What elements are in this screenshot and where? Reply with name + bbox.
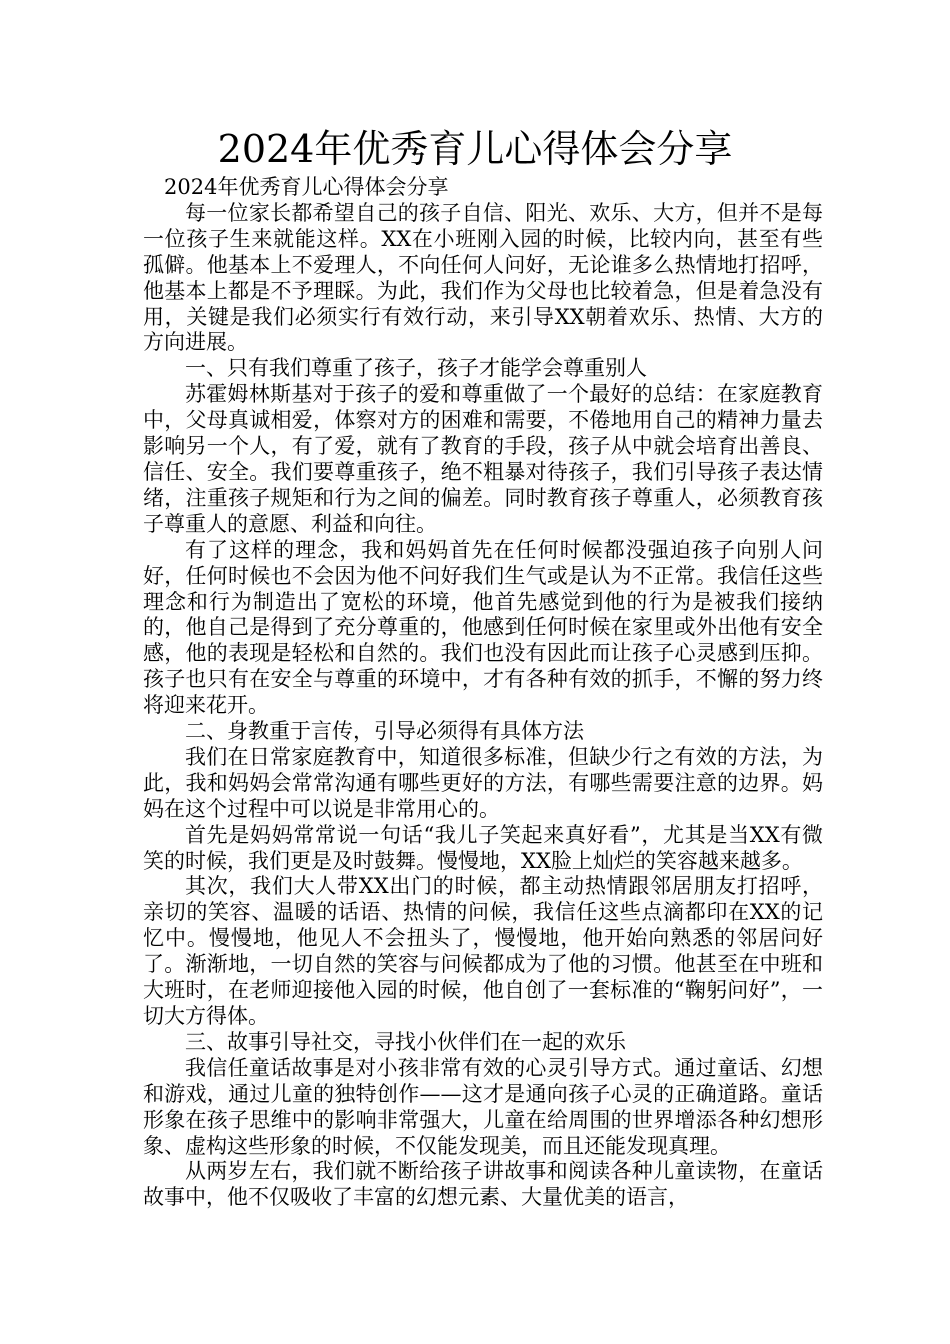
paragraph: 有了这样的理念，我和妈妈首先在任何时候都没强迫孩子向别人问好，任何时候也不会因为他不问好我们生气或是认为不正常。我信任这些理念和行为制造出了宽松的环境，他首先感觉到他的行为是被我们接纳的，他自己是得到了充分尊重的，他感到任何时候在家里或外出他有安全感，他的表现是轻松和自然的。我们也没有因此而让孩子心灵感到压抑。孩子也只有在安全与尊重的环境中，才有各种有效的抓手，不懈的努力终将迎来花开。 xyxy=(143,537,823,718)
paragraph: 苏霍姆林斯基对于孩子的爱和尊重做了一个最好的总结：在家庭教育中，父母真诚相爱，体察对方的困难和需要，不倦地用自己的精神力量去影响另一个人，有了爱，就有了教育的手段，孩子从中就会培育出善良、信任、安全。我们要尊重孩子，绝不粗暴对待孩子，我们引导孩子表达情绪，注重孩子规矩和行为之间的偏差。同时教育孩子尊重人，必须教育孩子尊重人的意愿、利益和向往。 xyxy=(143,382,823,536)
document-body xyxy=(143,175,823,1211)
paragraph: 从两岁左右，我们就不断给孩子讲故事和阅读各种儿童读物，在童话故事中，他不仅吸收了丰富的幻想元素、大量优美的语言， xyxy=(143,1159,823,1210)
section-heading-2: 二、身教重于言传，引导必须得有具体方法 xyxy=(185,719,584,744)
paragraph: 首先是妈妈常常说一句话“我儿子笑起来真好看”，尤其是当XX有微笑的时候，我们更是及时鼓舞。慢慢地，XX脸上灿烂的笑容越来越多。 xyxy=(143,822,823,873)
paragraph: 我信任童话故事是对小孩非常有效的心灵引导方式。通过童话、幻想和游戏，通过儿童的独特创作——这才是通向孩子心灵的正确道路。童话形象在孩子思维中的影响非常强大，儿童在给周围的世界增添各种幻想形象、虚构这些形象的时候，不仅能发现美，而且还能发现真理。 xyxy=(143,1055,823,1158)
document-title: 2024年优秀育儿心得体会分享 xyxy=(217,127,733,171)
section-heading-3: 三、故事引导社交，寻找小伙伴们在一起的欢乐 xyxy=(185,1029,626,1054)
paragraph: 其次，我们大人带XX出门的时候，都主动热情跟邻居朋友打招呼，亲切的笑容、温暖的话语、热情的问候，我信任这些点滴都印在XX的记忆中。慢慢地，他见人不会扭头了，慢慢地，他开始向熟悉的邻居问好了。渐渐地，一切自然的笑容与问候都成为了他的习惯。他甚至在中班和大班时，在老师迎接他入园的时候，他自创了一套标准的“鞠躬问好”，一切大方得体。 xyxy=(143,874,823,1028)
section-heading-1: 一、只有我们尊重了孩子，孩子才能学会尊重别人 xyxy=(185,356,647,381)
document-subtitle: 2024年优秀育儿心得体会分享 xyxy=(164,175,449,199)
paragraph: 每一位家长都希望自己的孩子自信、阳光、欢乐、大方，但并不是每一位孩子生来就能这样。XX在小班刚入园的时候，比较内向，甚至有些孤僻。他基本上不爱理人，不向任何人问好，无论谁多么热情地打招呼，他基本上都是不予理睬。为此，我们作为父母也比较着急，但是着急没有用，关键是我们必须实行有效行动，来引导XX朝着欢乐、热情、大方的方向进展。 xyxy=(143,200,823,355)
paragraph: 我们在日常家庭教育中，知道很多标准，但缺少行之有效的方法，为此，我和妈妈会常常沟通有哪些更好的方法，有哪些需要注意的边界。妈妈在这个过程中可以说是非常用心的。 xyxy=(143,744,823,821)
